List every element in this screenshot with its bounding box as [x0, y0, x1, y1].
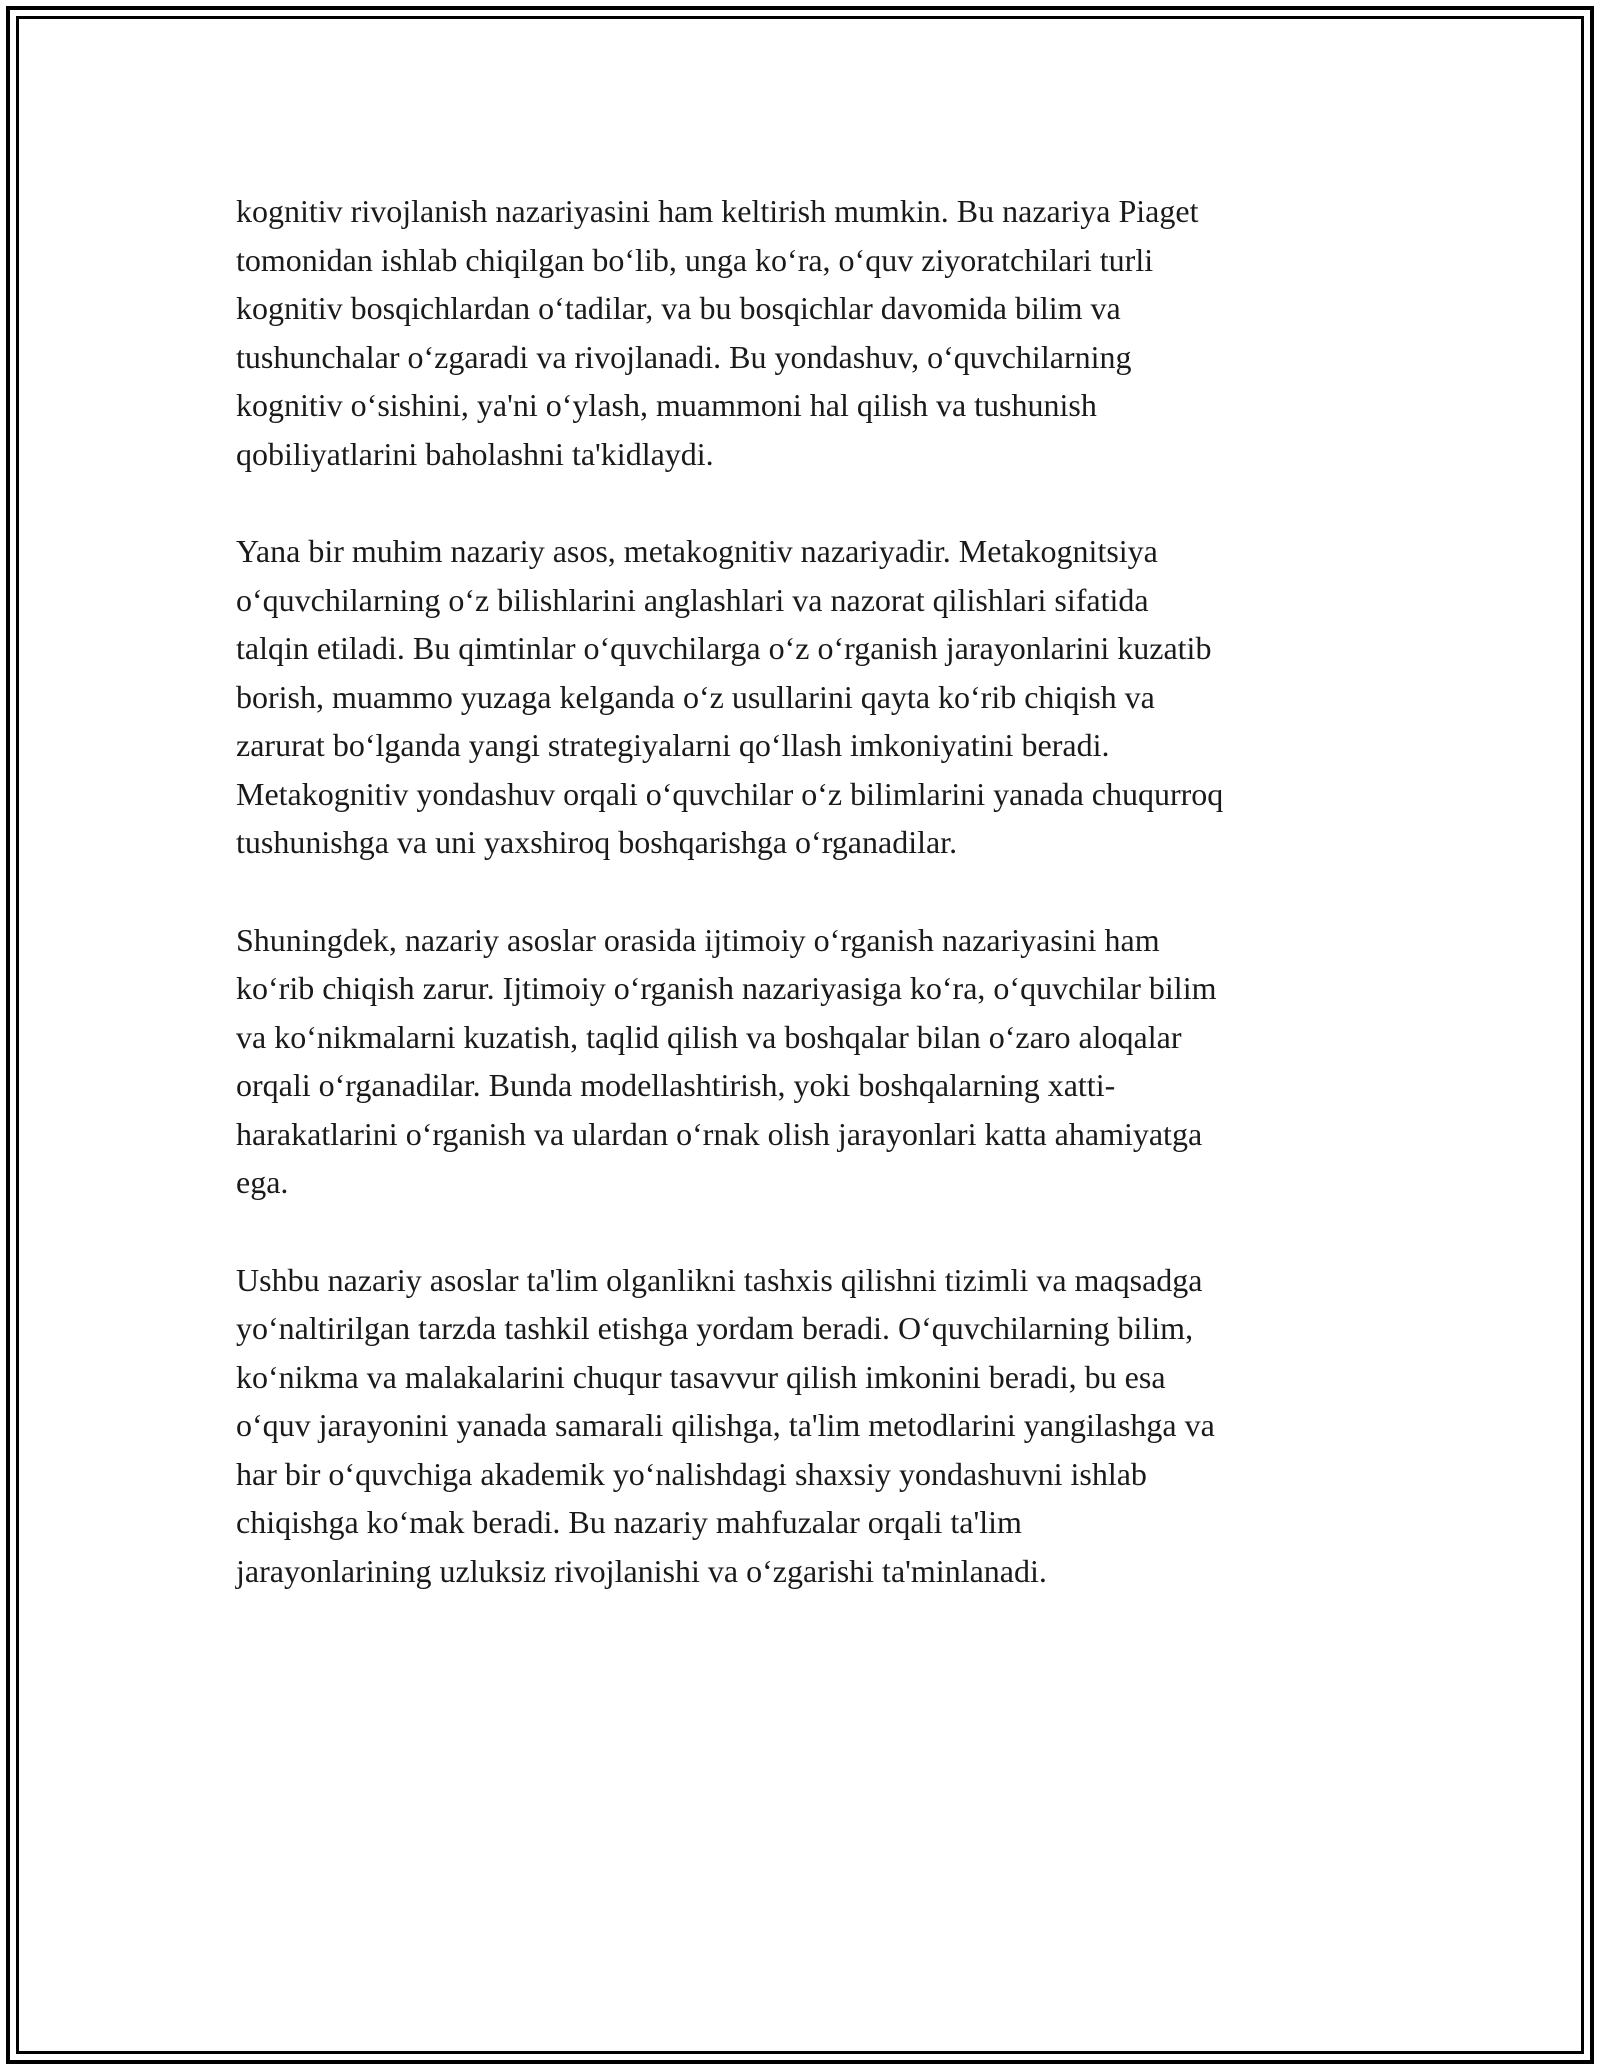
text-line: Metakognitiv yondashuv orqali oʻquvchilar oʻz bilimlarini yanada chuqurroq [236, 775, 1224, 812]
text-line: jarayonlarining uzluksiz rivojlanishi va oʻzgarishi ta'minlanadi. [236, 1552, 1047, 1589]
text-line: kognitiv bosqichlardan oʻtadilar, va bu bosqichlar davomida bilim va [236, 290, 1121, 326]
paragraph-social-learning [236, 916, 1376, 1207]
text-line: tomonidan ishlab chiqilgan boʻlib, unga koʻra, oʻquv ziyoratchilari turli [236, 241, 1154, 278]
text-line: oʻquvchilarning oʻz bilishlarini anglashlari va nazorat qilishlari sifatida [236, 581, 1149, 618]
text-line: va koʻnikmalarni kuzatish, taqlid qilish va boshqalar bilan oʻzaro aloqalar [236, 1018, 1182, 1055]
text-line: tushunchalar oʻzgaradi va rivojlanadi. Bu yondashuv, oʻquvchilarning [236, 338, 1132, 375]
text-line: chiqishga koʻmak beradi. Bu nazariy mahfuzalar orqali ta'lim [236, 1504, 1022, 1540]
text-line: kognitiv rivojlanish nazariyasini ham keltirish mumkin. Bu nazariya Piaget [236, 193, 1199, 229]
text-line: yoʻnaltirilgan tarzda tashkil etishga yordam beradi. Oʻquvchilarning bilim, [236, 1310, 1194, 1346]
text-line: har bir oʻquvchiga akademik yoʻnalishdagi shaxsiy yondashuvni ishlab [236, 1455, 1147, 1492]
text-line: Ushbu nazariy asoslar ta'lim olganlikni tashxis qilishni tizimli va maqsadga [236, 1261, 1203, 1298]
paragraph-metacognitive-theory [236, 527, 1376, 867]
text-line: Shuningdek, nazariy asoslar orasida ijtimoiy oʻrganish nazariyasini ham [236, 921, 1160, 958]
text-line: orqali oʻrganadilar. Bunda modellashtirish, yoki boshqalarning xatti- [236, 1067, 1116, 1103]
text-line: talqin etiladi. Bu qimtinlar oʻquvchilarga oʻz oʻrganish jarayonlarini kuzatib [236, 630, 1212, 666]
paragraph-cognitive-development [236, 187, 1376, 478]
text-line: oʻquv jarayonini yanada samarali qilishga, ta'lim metodlarini yangilashga va [236, 1407, 1215, 1443]
text-line: ega. [236, 1164, 289, 1200]
text-line: Yana bir muhim nazariy asos, metakognitiv nazariyadir. Metakognitsiya [236, 533, 1158, 569]
text-line: kognitiv oʻsishini, ya'ni oʻylash, muammoni hal qilish va tushunish [236, 387, 1097, 423]
text-line: qobiliyatlarini baholashni ta'kidlaydi. [236, 435, 714, 472]
text-line: harakatlarini oʻrganish va ulardan oʻrnak olish jarayonlari katta ahamiyatga [236, 1115, 1203, 1152]
text-line: tushunishga va uni yaxshiroq boshqarishga oʻrganadilar. [236, 824, 958, 860]
paragraph-conclusion [236, 1256, 1376, 1596]
text-line: koʻnikma va malakalarini chuqur tasavvur qilish imkonini beradi, bu esa [236, 1358, 1166, 1395]
text-line: zarurat boʻlganda yangi strategiyalarni qoʻllash imkoniyatini beradi. [236, 727, 1110, 763]
text-line: borish, muammo yuzaga kelganda oʻz usullarini qayta koʻrib chiqish va [236, 678, 1155, 715]
document-body [236, 187, 1376, 1644]
text-line: koʻrib chiqish zarur. Ijtimoiy oʻrganish nazariyasiga koʻra, oʻquvchilar bilim [236, 970, 1217, 1006]
